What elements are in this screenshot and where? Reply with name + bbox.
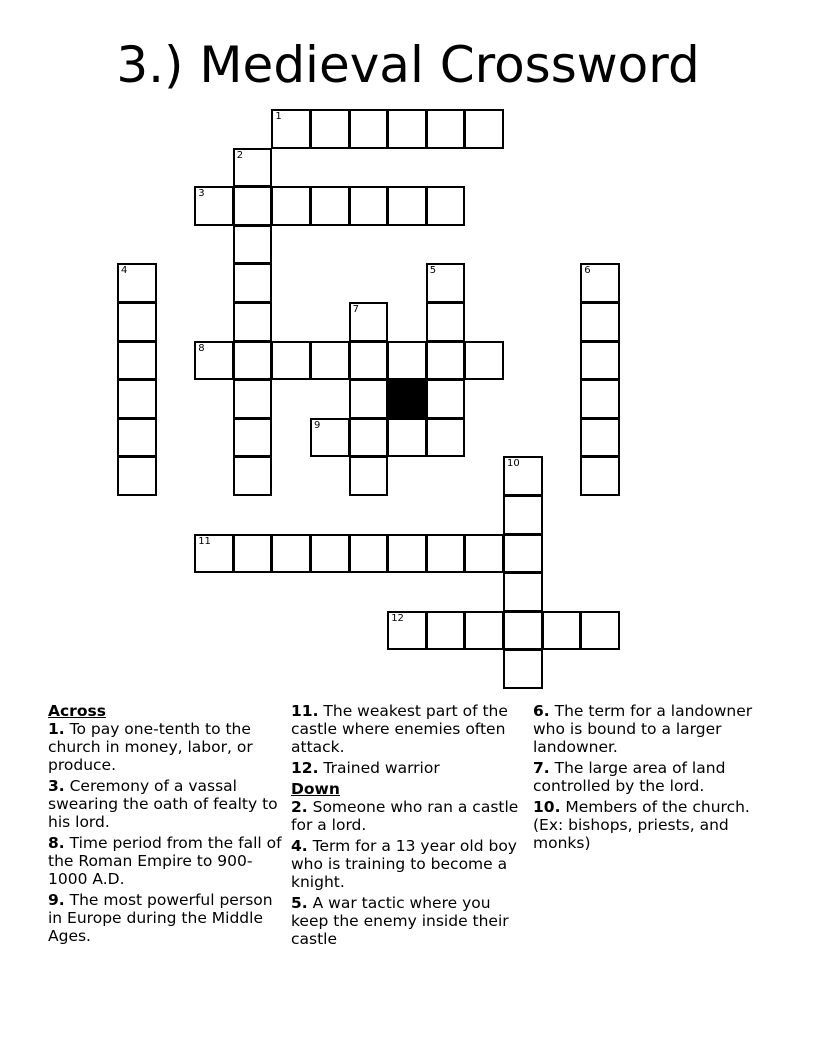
grid-cell[interactable] xyxy=(117,341,157,381)
grid-cell[interactable] xyxy=(233,302,273,342)
clue xyxy=(48,777,284,831)
clue-text: The term for a landowner who is bound to a larger landowner. xyxy=(533,702,753,756)
clue-number: 6 xyxy=(584,265,591,277)
grid-cell[interactable] xyxy=(349,341,389,381)
clue-label: 4. xyxy=(291,837,308,855)
clue xyxy=(48,891,284,945)
grid-cell[interactable] xyxy=(580,379,620,419)
page-title: 3.) Medieval Crossword xyxy=(116,36,700,94)
grid-cell[interactable] xyxy=(233,379,273,419)
clue-number: 4 xyxy=(121,265,128,277)
clue-label: 11. xyxy=(291,702,319,720)
grid-cell[interactable] xyxy=(542,611,582,651)
clue-label: 1. xyxy=(48,720,65,738)
grid-cell[interactable] xyxy=(387,109,427,149)
grid-cell[interactable] xyxy=(233,341,273,381)
grid-cell[interactable] xyxy=(426,263,466,303)
grid-cell[interactable] xyxy=(426,611,466,651)
grid-cell[interactable] xyxy=(503,534,543,574)
clue-label: 3. xyxy=(48,777,65,795)
grid-cell[interactable] xyxy=(580,341,620,381)
clue xyxy=(533,798,769,852)
grid-cell[interactable] xyxy=(233,534,273,574)
grid-cell[interactable] xyxy=(503,572,543,612)
clue xyxy=(291,702,527,756)
clue-text: Members of the church. (Ex: bishops, priests, and monks) xyxy=(533,798,750,852)
clue-number: 11 xyxy=(198,535,211,547)
grid-cell[interactable] xyxy=(117,418,157,458)
clue-number: 9 xyxy=(314,419,321,431)
clue-text: Someone who ran a castle for a lord. xyxy=(291,798,519,834)
blocked-cell xyxy=(387,379,427,419)
clue-text: The large area of land controlled by the lord. xyxy=(533,759,726,795)
grid-cell[interactable] xyxy=(426,109,466,149)
clue-text: Trained warrior xyxy=(318,759,440,777)
clue-number: 7 xyxy=(352,304,359,315)
clue xyxy=(533,702,769,756)
down-heading: Down xyxy=(291,780,340,798)
grid-cell[interactable] xyxy=(349,109,389,149)
clue-text: The most powerful person in Europe during the Middle Ages. xyxy=(48,891,273,945)
grid-cell[interactable] xyxy=(194,534,234,574)
grid-cell[interactable] xyxy=(387,341,427,381)
clue-label: 12. xyxy=(291,759,319,777)
grid-cell[interactable] xyxy=(503,649,543,689)
clue-label: 2. xyxy=(291,798,308,816)
clue-text: The weakest part of the castle where enemies often attack. xyxy=(291,702,508,756)
clue-text: Time period from the fall of the Roman Empire to 900-1000 A.D. xyxy=(48,834,282,888)
grid-cell[interactable] xyxy=(387,611,427,651)
grid-cell[interactable] xyxy=(271,109,311,149)
grid-cell[interactable] xyxy=(349,302,389,342)
grid-cell[interactable] xyxy=(580,263,620,303)
grid-cell[interactable] xyxy=(310,186,350,226)
grid-cell[interactable] xyxy=(233,148,273,188)
grid-cell[interactable] xyxy=(310,341,350,381)
clue-label: 5. xyxy=(291,894,308,912)
grid-cell[interactable] xyxy=(426,534,466,574)
grid-cell[interactable] xyxy=(271,186,311,226)
clues-column-2 xyxy=(291,702,527,951)
grid-cell[interactable] xyxy=(426,186,466,226)
clue xyxy=(48,834,284,888)
grid-cell[interactable] xyxy=(349,186,389,226)
grid-cell[interactable] xyxy=(194,341,234,381)
grid-cell[interactable] xyxy=(310,109,350,149)
grid-cell[interactable] xyxy=(349,418,389,458)
grid-cell[interactable] xyxy=(580,456,620,496)
clue xyxy=(48,720,284,774)
clue-text: Ceremony of a vassal swearing the oath of fealty to his lord. xyxy=(48,777,278,831)
grid-cell[interactable] xyxy=(464,341,504,381)
grid-cell[interactable] xyxy=(233,186,273,226)
clue-number: 12 xyxy=(391,612,404,624)
grid-cell[interactable] xyxy=(117,263,157,303)
grid-cell[interactable] xyxy=(271,341,311,381)
down-clue-list xyxy=(291,798,527,948)
grid-cell[interactable] xyxy=(387,186,427,226)
grid-cell[interactable] xyxy=(580,302,620,342)
clue-number: 1 xyxy=(275,111,282,122)
grid-cell[interactable] xyxy=(464,611,504,651)
clue-number: 3 xyxy=(198,188,205,200)
grid-cell[interactable] xyxy=(464,109,504,149)
clue-text: To pay one-tenth to the church in money, labor, or produce. xyxy=(48,720,253,774)
clue-text: Term for a 13 year old boy who is training to become a knight. xyxy=(291,837,517,891)
clue xyxy=(291,894,527,948)
grid-cell[interactable] xyxy=(349,379,389,419)
clue-label: 6. xyxy=(533,702,550,720)
grid-cell[interactable] xyxy=(503,495,543,535)
grid-cell[interactable] xyxy=(349,456,389,496)
clues-column-3 xyxy=(533,702,769,855)
grid-cell[interactable] xyxy=(503,611,543,651)
clue-label: 7. xyxy=(533,759,550,777)
grid-cell[interactable] xyxy=(503,456,543,496)
grid-cell[interactable] xyxy=(117,302,157,342)
grid-cell[interactable] xyxy=(233,263,273,303)
clue xyxy=(291,837,527,891)
grid-cell[interactable] xyxy=(233,225,273,265)
down-clue-list-continued xyxy=(533,702,769,852)
grid-cell[interactable] xyxy=(580,611,620,651)
grid-cell[interactable] xyxy=(233,418,273,458)
clue xyxy=(291,759,527,777)
grid-cell[interactable] xyxy=(387,418,427,458)
grid-cell[interactable] xyxy=(349,534,389,574)
grid-cell[interactable] xyxy=(426,379,466,419)
clue-label: 10. xyxy=(533,798,561,816)
clue xyxy=(533,759,769,795)
grid-cell[interactable] xyxy=(464,534,504,574)
grid-cell[interactable] xyxy=(426,341,466,381)
clue-number: 5 xyxy=(429,265,437,277)
grid-cell[interactable] xyxy=(426,418,466,458)
clue-number: 10 xyxy=(507,458,520,470)
clue-label: 8. xyxy=(48,834,65,852)
grid-cell[interactable] xyxy=(310,534,350,574)
grid-cell[interactable] xyxy=(233,456,273,496)
across-clue-list xyxy=(48,720,284,945)
grid-cell[interactable] xyxy=(117,379,157,419)
grid-cell[interactable] xyxy=(117,456,157,496)
grid-cell[interactable] xyxy=(194,186,234,226)
grid-cell[interactable] xyxy=(580,418,620,458)
clues-column-1 xyxy=(48,702,284,948)
clue-text: A war tactic where you keep the enemy inside their castle xyxy=(291,894,509,948)
grid-cell[interactable] xyxy=(387,534,427,574)
clue-number: 8 xyxy=(198,342,205,354)
clue xyxy=(291,798,527,834)
grid-cell[interactable] xyxy=(310,418,350,458)
clue-number: 2 xyxy=(236,149,244,161)
across-heading: Across xyxy=(48,702,106,720)
clue-label: 9. xyxy=(48,891,65,909)
across-clue-list-continued xyxy=(291,702,527,777)
grid-cell[interactable] xyxy=(271,534,311,574)
grid-cell[interactable] xyxy=(426,302,466,342)
